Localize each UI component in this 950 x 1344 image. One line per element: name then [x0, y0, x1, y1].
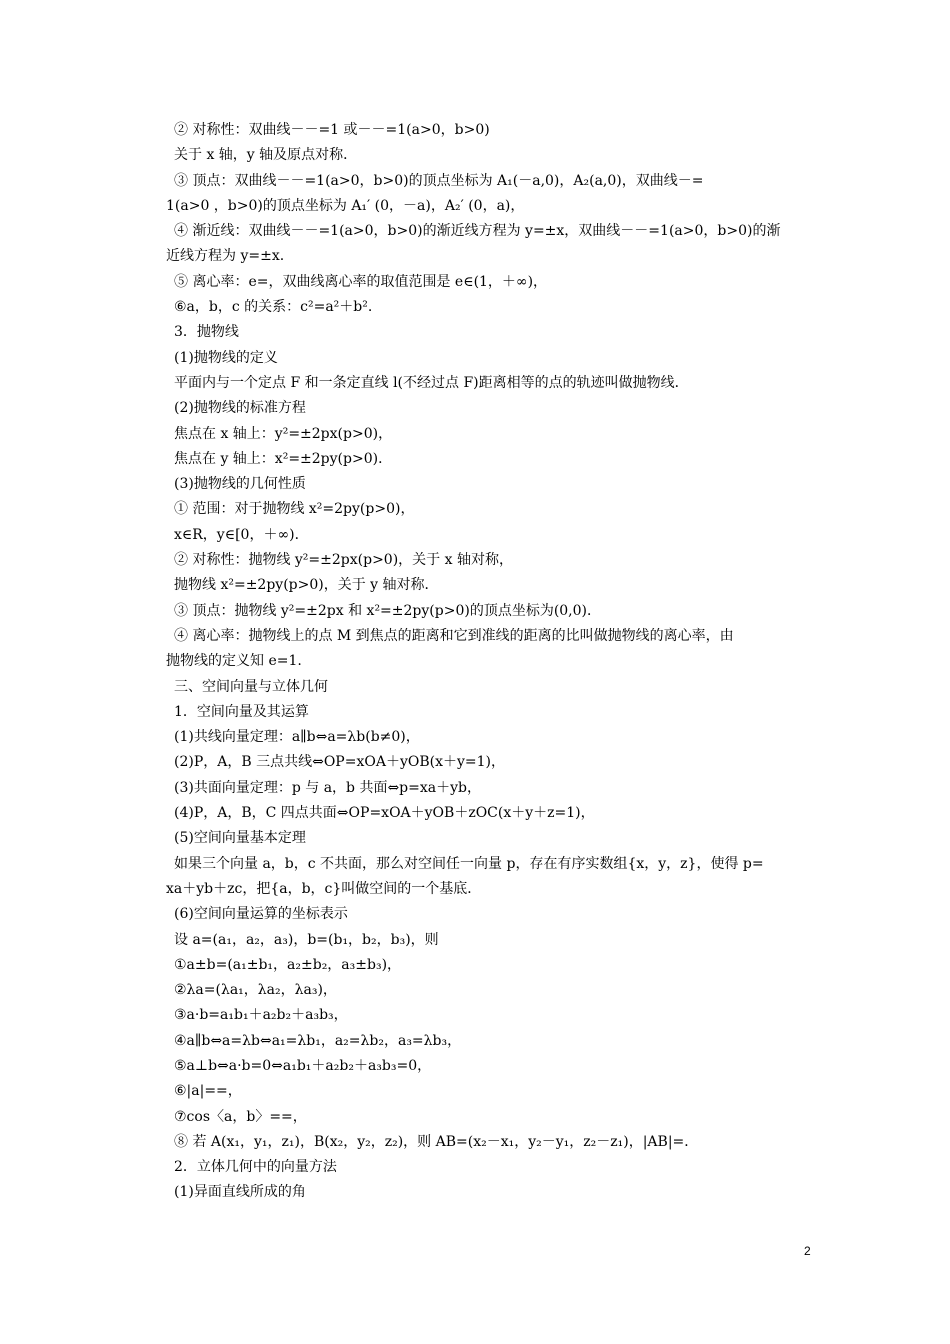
text-line: (3)抛物线的几何性质 [174, 476, 306, 493]
text-line: (1)异面直线所成的角 [174, 1184, 306, 1201]
text-line: 2．立体几何中的向量方法 [174, 1159, 337, 1176]
text-line: ② 对称性：双曲线－－=1 或－－=1(a>0，b>0) [174, 122, 490, 138]
text-line: ④ 渐近线：双曲线－－=1(a>0，b>0)的渐近线方程为 y=±x，双曲线－－=1(a>0，b>0)的渐 [174, 223, 781, 240]
text-line: ③ 顶点：抛物线 y²=±2px 和 x²=±2py(p>0)的顶点坐标为(0,0)． [174, 602, 602, 619]
text-line: 平面内与一个定点 F 和一条定直线 l(不经过点 F)距离相等的点的轨迹叫做抛物线． [174, 374, 689, 391]
text-line: (2)P，A，B 三点共线⇔OP=xOA＋yOB(x＋y=1)， [174, 754, 505, 771]
text-line: x∈R，y∈[0，＋∞)． [174, 526, 309, 543]
text-line: ③ 顶点：双曲线－－=1(a>0，b>0)的顶点坐标为 A₁(－a,0)，A₂(a,0)，双曲线－= [174, 172, 704, 189]
text-line: 如果三个向量 a，b，c 不共面，那么对空间任一向量 p，存在有序实数组{x，y，z}，使得 p= [174, 855, 764, 872]
text-line: ④a∥b⇔a=λb⇔a₁=λb₁，a₂=λb₂，a₃=λb₃， [174, 1032, 462, 1049]
text-line: (3)共面向量定理：p 与 a，b 共面⇔p=xa＋yb， [174, 779, 481, 796]
text-line: ⑧ 若 A(x₁，y₁，z₁)，B(x₂，y₂，z₂)，则 AB=(x₂－x₁，y₂－y₁，z₂－z₁)，|AB|=． [174, 1133, 699, 1150]
text-line: (5)空间向量基本定理 [174, 830, 306, 847]
text-line: xa＋yb＋zc，把{a，b，c}叫做空间的一个基底． [166, 880, 482, 897]
text-line: (1)共线向量定理：a∥b⇔a=λb(b≠0)， [174, 729, 420, 746]
text-line: 设 a=(a₁，a₂，a₃)，b=(b₁，b₂，b₃)，则 [174, 931, 439, 948]
text-line: 1．空间向量及其运算 [174, 703, 309, 720]
text-line: 抛物线的定义知 e=1. [166, 653, 302, 670]
text-line: 抛物线 x²=±2py(p>0)，关于 y 轴对称． [174, 577, 439, 594]
text-line: 三、空间向量与立体几何 [174, 678, 328, 695]
text-line: (1)抛物线的定义 [174, 349, 278, 366]
text-line: ④ 离心率：抛物线上的点 M 到焦点的距离和它到准线的距离的比叫做抛物线的离心率，由 [174, 627, 734, 644]
text-line: ③a·b=a₁b₁＋a₂b₂＋a₃b₃， [174, 1007, 348, 1024]
text-line: 关于 x 轴，y 轴及原点对称． [174, 147, 358, 164]
text-line: 焦点在 y 轴上：x²=±2py(p>0)． [174, 450, 393, 467]
text-line: ⑥|a|==， [174, 1083, 242, 1100]
text-line: ② 对称性：抛物线 y²=±2px(p>0)，关于 x 轴对称， [174, 552, 513, 569]
text-line: ① 范围：对于抛物线 x²=2py(p>0)， [174, 501, 415, 518]
text-line: ⑥a，b，c 的关系：c²=a²＋b². [174, 299, 373, 316]
text-line: (2)抛物线的标准方程 [174, 400, 306, 417]
text-line: 近线方程为 y=±x. [166, 248, 285, 265]
text-line: 1(a>0 ，b>0)的顶点坐标为 A₁′ (0，－a)，A₂′ (0，a)， [166, 197, 525, 214]
document-body [166, 118, 844, 1206]
text-line: ⑤a⊥b⇔a·b=0⇔a₁b₁＋a₂b₂＋a₃b₃=0， [174, 1057, 432, 1074]
text-line: ⑤ 离心率：e=，双曲线离心率的取值范围是 e∈(1，＋∞)， [174, 273, 548, 290]
text-line: ②λa=(λa₁，λa₂，λa₃)， [174, 982, 337, 999]
text-line: (6)空间向量运算的坐标表示 [174, 906, 348, 923]
text-line: ①a±b=(a₁±b₁，a₂±b₂，a₃±b₃)， [174, 956, 402, 973]
text-line: ⑦cos〈a，b〉==， [174, 1108, 307, 1125]
text-line: (4)P，A，B，C 四点共面⇔OP=xOA＋yOB＋zOC(x＋y＋z=1)， [174, 805, 595, 822]
text-line: 焦点在 x 轴上：y²=±2px(p>0)， [174, 425, 393, 442]
text-line: 3．抛物线 [174, 324, 239, 341]
page-number: 2 [804, 1244, 811, 1258]
